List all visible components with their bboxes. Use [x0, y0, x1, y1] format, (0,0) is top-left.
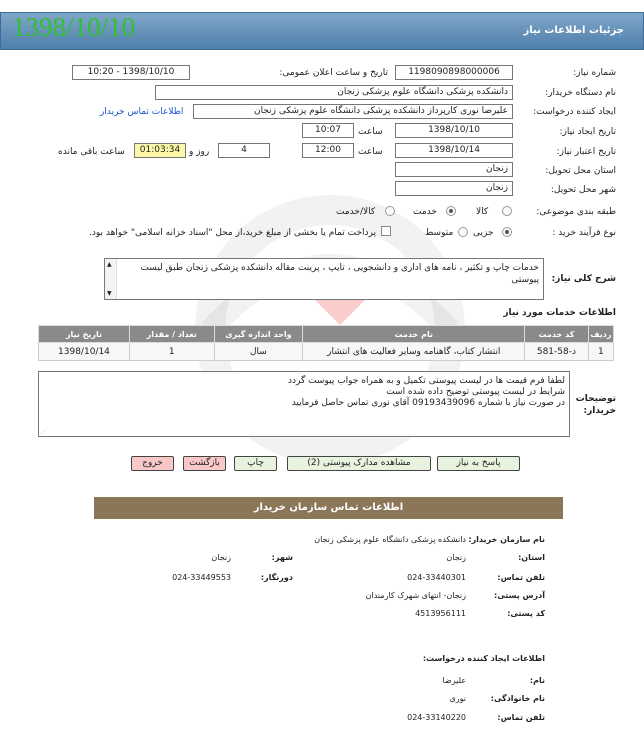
contact-fax-label: دورنگار:	[260, 573, 293, 582]
back-button[interactable]: بازگشت	[183, 456, 226, 471]
table-row	[39, 343, 614, 361]
category-service-radio[interactable]	[446, 206, 456, 216]
creator-label: ایجاد کننده درخواست:	[533, 107, 616, 117]
create-time-label: ساعت	[358, 127, 383, 137]
cell-date: 1398/10/14	[39, 343, 130, 361]
treasury-note: پرداخت تمام یا بخشی از مبلغ خرید،از محل "اسناد خزانه اسلامی" خواهد بود.	[88, 228, 376, 238]
contact-section-title: اطلاعات تماس سازمان خریدار	[94, 497, 563, 519]
creator-last-value: نوری	[449, 694, 466, 703]
creator-phone-label: تلفن تماس:	[497, 713, 545, 722]
process-medium-radio[interactable]	[458, 227, 468, 237]
need-number-field: 1198090898000006	[395, 65, 513, 80]
contact-org-label: نام سازمان خریدار:	[468, 535, 545, 544]
contact-postal-value: 4513956111	[415, 609, 466, 618]
creator-section-title: اطلاعات ایجاد کننده درخواست:	[422, 654, 545, 663]
deadline-time-field: 12:00	[302, 143, 354, 158]
notes-line-3: در صورت نیاز با شماره 09193439096 آقای نوری تماس حاصل فرمایید	[291, 398, 565, 408]
category-goods-radio[interactable]	[502, 206, 512, 216]
col-name: نام خدمت	[303, 326, 525, 343]
services-header-row	[39, 326, 614, 343]
contact-phone-value: 024-33440301	[407, 573, 466, 582]
days-label: روز و	[189, 147, 210, 157]
scroll-down-icon[interactable]: ▼	[107, 290, 112, 297]
attachments-button[interactable]: مشاهده مدارک پیوستی (2)	[287, 456, 431, 471]
contact-province-label: استان:	[518, 553, 545, 562]
city-label: شهر محل تحویل:	[550, 185, 616, 195]
cell-unit: سال	[214, 343, 303, 361]
category-both-radio[interactable]	[385, 206, 395, 216]
category-label: طبقه بندی موضوعی:	[536, 207, 616, 217]
deadline-label: تاریخ اعتبار نیاز:	[556, 147, 616, 157]
col-date: تاریخ نیاز	[39, 326, 130, 343]
col-qty: تعداد / مقدار	[129, 326, 214, 343]
process-partial-radio[interactable]	[502, 227, 512, 237]
contact-phone-label: تلفن تماس:	[497, 573, 545, 582]
creator-first-label: نام:	[529, 676, 545, 685]
notes-label: توضیحات خریدار:	[575, 394, 616, 416]
deadline-time-label: ساعت	[358, 147, 383, 157]
contact-fax-value: 024-33449553	[172, 573, 231, 582]
notes-box[interactable]	[38, 371, 570, 437]
category-both-label: کالا/خدمت	[336, 207, 376, 217]
contact-city-value: زنجان	[211, 553, 231, 562]
notes-line-1: لطفا فرم قیمت ها در لیست پیوستی تکمیل و به همراه جواب پیوست گردد	[287, 376, 565, 386]
days-field: 4	[218, 143, 270, 158]
date-stamp: 1398/10/10	[12, 12, 136, 42]
creator-last-label: نام خانوادگی:	[490, 694, 545, 703]
summary-text: خدمات چاپ و تکثیر ، نامه های اداری و دانشجویی ، تایپ ، پرینت مقاله دانشکده پزشکی زنجان طبق لیست پیوستی	[140, 263, 539, 285]
province-field: زنجان	[395, 162, 513, 177]
contact-province-value: زنجان	[446, 553, 466, 562]
province-label: استان محل تحویل:	[545, 166, 616, 176]
summary-label: شرح کلی نیاز:	[551, 274, 616, 284]
buyer-contact-link[interactable]: اطلاعات تماس خریدار	[100, 107, 184, 117]
contact-postal-label: کد پستی:	[507, 609, 545, 618]
cell-code: د-58-581	[525, 343, 588, 361]
category-goods-label: کالا	[476, 207, 489, 217]
contact-address-value: زنجان- انتهای شهرک کارمندان	[365, 591, 466, 600]
need-number-label: شماره نیاز:	[573, 68, 616, 78]
announce-label: تاریخ و ساعت اعلان عمومی:	[279, 68, 388, 78]
col-row: ردیف	[588, 326, 613, 343]
contact-address-label: آدرس پستی:	[494, 591, 545, 600]
summary-box[interactable]	[104, 258, 544, 300]
deadline-date-field: 1398/10/14	[395, 143, 513, 158]
print-button[interactable]: چاپ	[234, 456, 277, 471]
buyer-label: نام دستگاه خریدار:	[545, 88, 616, 98]
create-date-label: تاریخ ایجاد نیاز:	[559, 127, 616, 137]
create-date-field: 1398/10/10	[395, 123, 513, 138]
city-field: زنجان	[395, 181, 513, 196]
services-title: اطلاعات خدمات مورد نیاز	[503, 308, 616, 318]
buyer-field: دانشکده پزشکی دانشگاه علوم پزشکی زنجان	[155, 85, 513, 100]
creator-first-value: علیرضا	[442, 676, 466, 685]
category-service-label: خدمت	[413, 207, 437, 217]
process-medium-label: متوسط	[425, 228, 454, 238]
contact-org-value: دانشکده پزشکی دانشگاه علوم پزشکی زنجان	[314, 535, 466, 544]
create-time-field: 10:07	[302, 123, 354, 138]
resize-grip-icon[interactable]: ⋰	[41, 428, 47, 435]
remaining-label: ساعت باقی مانده	[58, 147, 125, 157]
cell-name: انتشار کتاب، گاهنامه وسایر فعالیت های انتشار	[303, 343, 525, 361]
col-unit: واحد اندازه گیری	[214, 326, 303, 343]
scroll-up-icon[interactable]: ▲	[107, 261, 112, 268]
summary-scrollbar[interactable]	[105, 259, 117, 299]
reply-button[interactable]: پاسخ به نیاز	[437, 456, 520, 471]
announce-field: 1398/10/10 - 10:20	[72, 65, 190, 80]
remaining-time-field: 01:03:34	[134, 143, 186, 158]
treasury-checkbox[interactable]	[381, 226, 391, 236]
exit-button[interactable]: خروج	[131, 456, 174, 471]
notes-line-2: شرایط در لیست پیوستی توضیح داده شده است	[386, 387, 565, 397]
creator-field: علیرضا نوری کارپرداز دانشکده پزشکی دانشگاه علوم پزشکی زنجان	[193, 104, 513, 119]
contact-city-label: شهر:	[271, 553, 293, 562]
process-label: نوع فرآیند خرید :	[552, 228, 616, 238]
services-table	[38, 325, 614, 361]
col-code: کد خدمت	[525, 326, 588, 343]
page-title: جزئیات اطلاعات نیاز	[523, 25, 624, 36]
process-partial-label: جزیی	[473, 228, 494, 238]
creator-phone-value: 024-33140220	[407, 713, 466, 722]
cell-qty: 1	[129, 343, 214, 361]
cell-row: 1	[588, 343, 613, 361]
